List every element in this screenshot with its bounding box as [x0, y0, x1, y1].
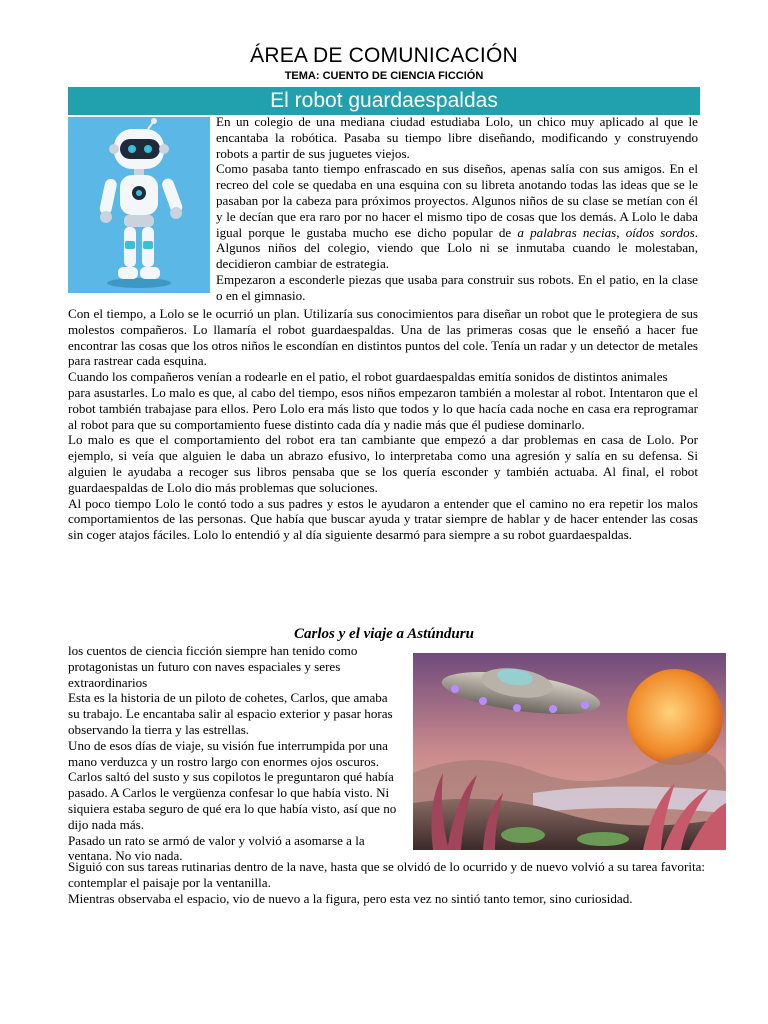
paragraph: Pasado un rato se armó de valor y volvió a asomarse a la ventana. No vio nada. [68, 832, 365, 864]
paragraph: Mientras observaba el espacio, vio de nuevo a la figura, pero esta vez no sintió tanto temor, sino curiosidad. [68, 890, 633, 906]
robot-illustration [68, 117, 210, 293]
paragraph: Cuando los compañeros venían a rodearle en el patio, el robot guardaespaldas emitía sonidos de distintos animales [68, 369, 668, 385]
paragraph: Con el tiempo, a Lolo se le ocurrió un plan. Utilizaría sus conocimientos para diseñar un robot que le protegiera de sus molestos compañeros. Lo llamaría el robot guardaespaldas. Una de las primeras cosas que le enseñó a hacer fue encontrar las cosas que los otros niños le escondían en distintos puntos del cole. Tenía un radar y un detector de metales para rastrear cada esquina. [68, 306, 698, 369]
ufo-icon [413, 653, 726, 850]
ufo-landscape-illustration [413, 653, 726, 850]
paragraph: Uno de esos días de viaje, su visión fue interrumpida por una mano verduzca y un rostro largo con enormes ojos oscuros. Carlos saltó del susto y sus copilotos le preguntaron qué había pasado. A Carlos le vergüenza confesar lo que había visto. Ni siquiera estaba seguro de qué era lo que había visto, así que no dijo nada más. [68, 737, 397, 832]
paragraph: los cuentos de ciencia ficción siempre han tenido como protagonistas un futuro con naves espaciales y seres extraordinarios [68, 643, 358, 690]
paragraph: Lo malo es que el comportamiento del robot era tan cambiante que empezó a dar problemas en casa de Lolo. Por ejemplo, si veía que alguien le daba un abrazo efusivo, lo interpretaba como una agresión y salía en su defensa. Si alguien le ayudaba a recoger sus libros pensaba que se los quería esconder y también actuaba. Al final, el robot guardaespaldas de Lolo dio más problemas que soluciones. [68, 432, 698, 495]
story2-body [68, 859, 718, 906]
page-subtitle: TEMA: CUENTO DE CIENCIA FICCIÓN [284, 70, 484, 82]
paragraph: Siguió con sus tareas rutinarias dentro de la nave, hasta que se olvidó de lo ocurrido y de nuevo volvió a su tarea favorita: contemplar el paisaje por la ventanilla. [68, 859, 706, 890]
story1-body [68, 306, 698, 543]
page-title: ÁREA DE COMUNICACIÓN [250, 44, 518, 67]
paragraph: Al poco tiempo Lolo le contó todo a sus padres y estos le ayudaron a entender que el camino no era repetir los malos comportamientos de las personas. Que había que buscar ayuda y tratar siempre de hablar y de hacer entender las cosas sin coger atajos fáciles. Lolo lo entendió y al día siguiente desarmó para siempre a su robot guardaespaldas. [68, 495, 698, 543]
paragraph: Como pasaba tanto tiempo enfrascado en sus diseños, apenas salía con sus amigos. En el recreo del cole se quedaba en una esquina con su libreta anotando todas las ideas que se le pasaban por la cabeza para próximos proyectos. Algunos niños de su clase se metían con él y le decían que era raro por no hacer el mismo tipo de cosas que los demás. A Lolo le daba igual porque le gustaba mucho ese dicho popular de a palabras necias, oídos sordos. Algunos niños del colegio, viendo que Lolo ni se inmutaba cuando le molestaban, decidieron cambiar de estrategia. [216, 161, 699, 272]
story1-intro [216, 114, 698, 304]
paragraph: Empezaron a esconderle piezas que usaba para construir sus robots. En el patio, en la clase o en el gimnasio. [216, 271, 698, 303]
story2-intro [68, 643, 400, 864]
paragraph: En un colegio de una mediana ciudad estudiaba Lolo, un chico muy aplicado al que le encantaba la robótica. Pasaba su tiempo libre diseñando, modificando y construyendo robots a partir de sus juguetes viejos. [216, 114, 698, 161]
story-title-banner: El robot guardaespaldas [68, 87, 700, 115]
robot-icon [68, 117, 210, 293]
paragraph: Esta es la historia de un piloto de cohetes, Carlos, que amaba su trabajo. Le encantaba salir al espacio exterior y pasar horas observando la tierra y las estrellas. [68, 690, 393, 737]
story2-title: Carlos y el viaje a Astúnduru [294, 626, 474, 642]
paragraph: para asustarles. Lo malo es que, al cabo del tiempo, esos niños empezaron también a molestar al robot. Intentaron que el robot también trabajase para ellos. Pero Lolo era más listo que todos y lo que hacía cada noche en casa era reprogramar al robot para que su comportamiento fuese distinto cada día y nadie más que él pudiese dominarlo. [68, 384, 698, 432]
popular-saying: a palabras necias, oídos sordos [517, 224, 695, 240]
